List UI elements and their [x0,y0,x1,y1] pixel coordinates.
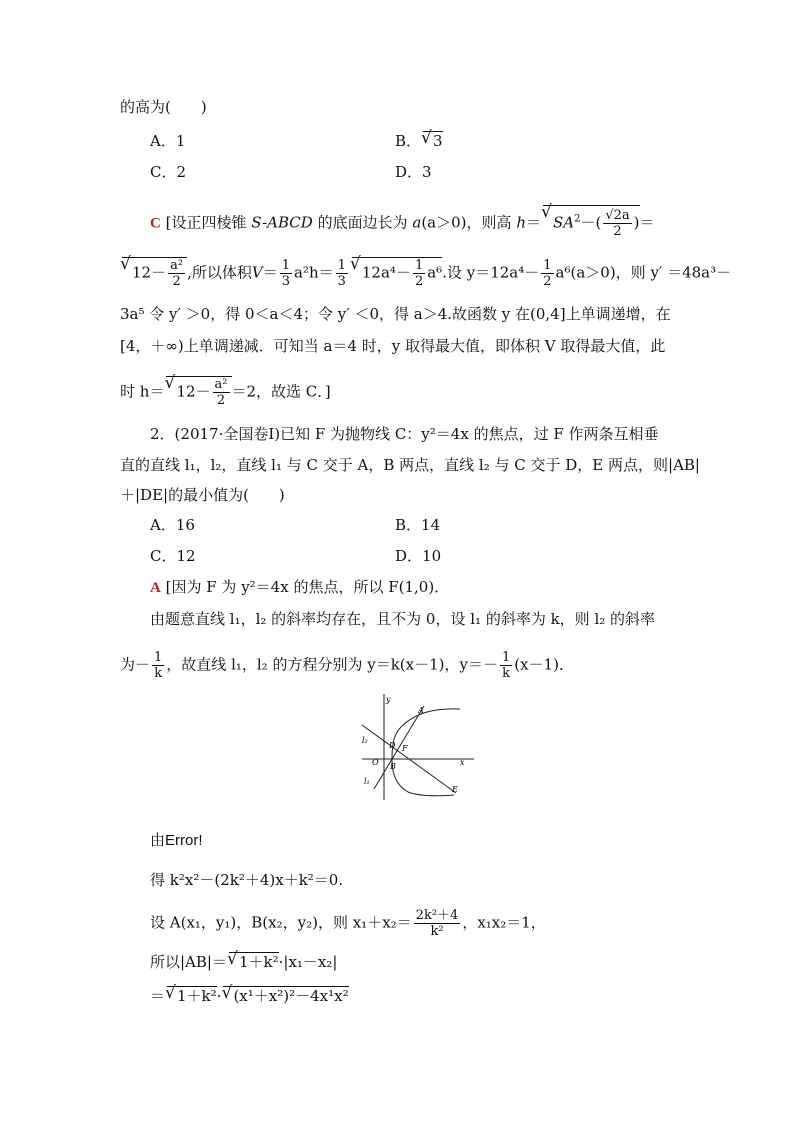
q1-solution-line-2 [120,257,731,289]
label-o: O [372,758,379,767]
q1-s2-f2-den: 3 [337,274,346,289]
q1-s2-frac3 [413,258,425,289]
q2-s8-radical-2: √ (x¹＋x²)²－4x¹x² [223,986,348,1005]
q1-s1-text-h: ＝ [639,213,655,232]
q2-stem-line-3: ＋|DE|的最小值为( ) [120,486,285,504]
q2-s8-text-b: · [216,987,222,1005]
q2-stem-line-1: 2．(2017·全国卷Ⅰ)已知 F 为抛物线 C：y²＝4x 的焦点，过 F 作两条互相垂 [150,425,659,443]
q2-s4-error-text: Error! [165,832,203,849]
q1-s1-frac-den: 2 [613,224,622,239]
q1-option-c: C．2 [150,163,187,181]
q2-s3-text-a: 为－ [120,655,151,674]
q2-solution-line-7 [150,952,337,972]
q1-s1-rad-b: 2 [574,213,581,225]
q1-option-b-radical: √ 3 [423,131,443,150]
q2-solution-line-5: 得 k²x²－(2k²＋4)x＋k²＝0. [150,871,344,889]
q2-s7-text-b: ·|x₁－x₂| [278,953,338,971]
q1-s1-text-e: (a＞0)，则高 [421,213,512,232]
q1-option-d: D．3 [395,163,432,181]
q2-s6-text-b: ，x₁x₂＝1， [462,913,546,932]
q1-s1-fraction [603,208,631,239]
q2-option-a: A．16 [150,516,195,534]
q2-s3-f1-den: k [154,666,163,681]
q2-s3-f2-num: 1 [501,650,511,665]
q2-s3-frac1 [152,650,164,681]
q1-option-a: A．1 [150,132,186,150]
label-d: D [389,741,396,750]
q1-s2-frac2 [336,258,348,289]
q2-s8-text-a: ＝ [150,987,166,1005]
q1-s2-frac4 [541,258,553,289]
q2-solution-line-4 [150,830,203,851]
q1-s5-rad-text: 12－ [176,382,211,401]
q2-s3-text-b: ，故直线 l₁，l₂ 的方程分别为 y＝k(x－1)，y＝－ [166,655,498,674]
q1-s2-radical2 [352,257,442,289]
q1-s5-frac [213,377,230,408]
label-l1: l₁ [364,777,370,786]
q1-s1-text-b: S-ABCD [251,213,313,232]
q1-answer-letter: C [150,215,161,232]
q2-answer-letter: A [150,580,161,596]
q1-s5-radical [166,376,231,408]
label-a: A [418,706,424,715]
q1-s2-frac-den: 2 [172,274,181,289]
q1-s2-f1-num: 1 [281,258,290,273]
q1-solution-line-5 [120,376,331,408]
q2-s7-radical: √ 1＋k² [229,952,279,971]
q1-s2-frac-num: a² [170,258,184,273]
q2-s3-text-c: (x－1)． [514,655,574,674]
q1-s2-frac [168,258,185,289]
q1-s2-text-c: ＝ [262,263,278,282]
q2-s7-text-a: 所以|AB|＝ [150,953,227,971]
q1-s2-text-b: V [251,263,263,282]
q2-option-d: D．10 [395,547,442,565]
parabola-figure [356,692,480,804]
q2-s6-frac-den: k² [430,924,444,939]
q1-s1-text-a: [设正四棱锥 [165,213,247,232]
q1-s2-text-a: ,所以体积 [187,263,252,282]
q2-s1-text: [因为 F 为 y²＝4x 的焦点，所以 F(1,0)． [165,578,450,596]
q1-s5-frac-num: a² [214,377,228,392]
q1-solution-line-4: [4，＋∞)上单调递减．可知当 a＝4 时，y 取得最大值，即体积 V 取得最大值，此 [120,337,666,355]
label-f: F [402,744,408,753]
q2-stem-line-2: 直的直线 l₁，l₂，直线 l₁ 与 C 交于 A，B 两点，直线 l₂ 与 C 交于 D，E 两点，则|AB| [120,456,700,474]
q1-s1-text-g: ＝ [525,213,541,232]
q1-s1-radical: √ $SA^2-$( $\frac{√2a}{2}$ ) [543,205,640,239]
q1-s2-f3-num: 1 [414,258,424,273]
q1-s1-text-f: h [516,213,526,232]
q1-s5-text-a: 时 h＝ [120,382,165,401]
q2-solution-line-6 [150,908,546,939]
q2-s6-frac [414,908,461,939]
q2-solution-line-1 [150,577,449,598]
q1-s5-text-b: ＝2，故选 C．] [231,382,331,401]
line-l1 [374,706,424,789]
q1-option-b [395,131,443,151]
label-y: y [386,695,391,704]
q2-solution-line-2: 由题意直线 l₁，l₂ 的斜率均存在，且不为 0，设 l₁ 的斜率为 k，则 l₂ 的斜率 [150,610,656,628]
q2-option-c: C．12 [150,547,196,565]
q1-s2-f2-num: 1 [337,258,346,273]
q1-s2-rad-text: 12－ [132,263,167,282]
q2-s8-radical-1: √ 1＋k² [167,986,217,1005]
q1-s2-text-g: a⁶(a＞0)，则 y′ ＝48a³－ [555,263,732,282]
parabola-diagram [356,692,480,804]
q1-s2-frac1 [280,258,292,289]
q1-solution-line-1 [150,205,655,239]
q1-s2-text-e: .设 y＝12a⁴－ [442,263,540,282]
q1-s2-rad2-b: a⁶ [427,263,443,282]
q2-solution-line-3 [120,650,574,681]
q1-s2-f4-den: 2 [543,274,552,289]
label-b: B [390,762,396,771]
q1-continuation: 的高为( ) [120,98,207,116]
q2-solution-line-8 [150,986,349,1006]
q1-s2-radical [122,257,187,289]
q1-solution-line-3: 3a⁵ 令 y′ ＞0，得 0＜a＜4；令 y′ ＜0，得 a＞4.故函数 y 在(0,4]上单调递增，在 [120,305,671,323]
q2-s6-frac-num: 2k²＋4 [415,908,459,923]
q1-s1-frac-num: √2a [605,208,630,223]
q1-s2-rad2-text: 12a⁴－ [361,263,411,282]
label-l2: l₂ [362,736,368,745]
q1-s1-rad-c: － [580,213,596,232]
q1-s2-text-d: a²h＝ [293,263,334,282]
q1-s1-text-c: 的底面边长为 [317,213,408,232]
q2-s6-text-a: 设 A(x₁，y₁)，B(x₂，y₂)，则 x₁＋x₂＝ [150,913,412,932]
q1-s2-f4-num: 1 [543,258,552,273]
q1-option-b-label: B． [395,132,422,150]
q2-s4-text-a: 由 [150,831,166,849]
label-x: x [460,758,465,767]
q2-s3-frac2 [500,650,512,681]
q1-s2-f3-den: 2 [414,274,424,289]
label-e: E [452,785,458,794]
q2-s3-f1-num: 1 [154,650,163,665]
q1-s2-f1-den: 3 [281,274,290,289]
q1-s5-frac-den: 2 [216,393,226,408]
q2-s3-f2-den: k [502,666,511,681]
q1-s1-rad-a: SA [553,213,575,232]
q2-option-b: B．14 [395,516,441,534]
q1-s1-text-d: a [412,213,422,232]
